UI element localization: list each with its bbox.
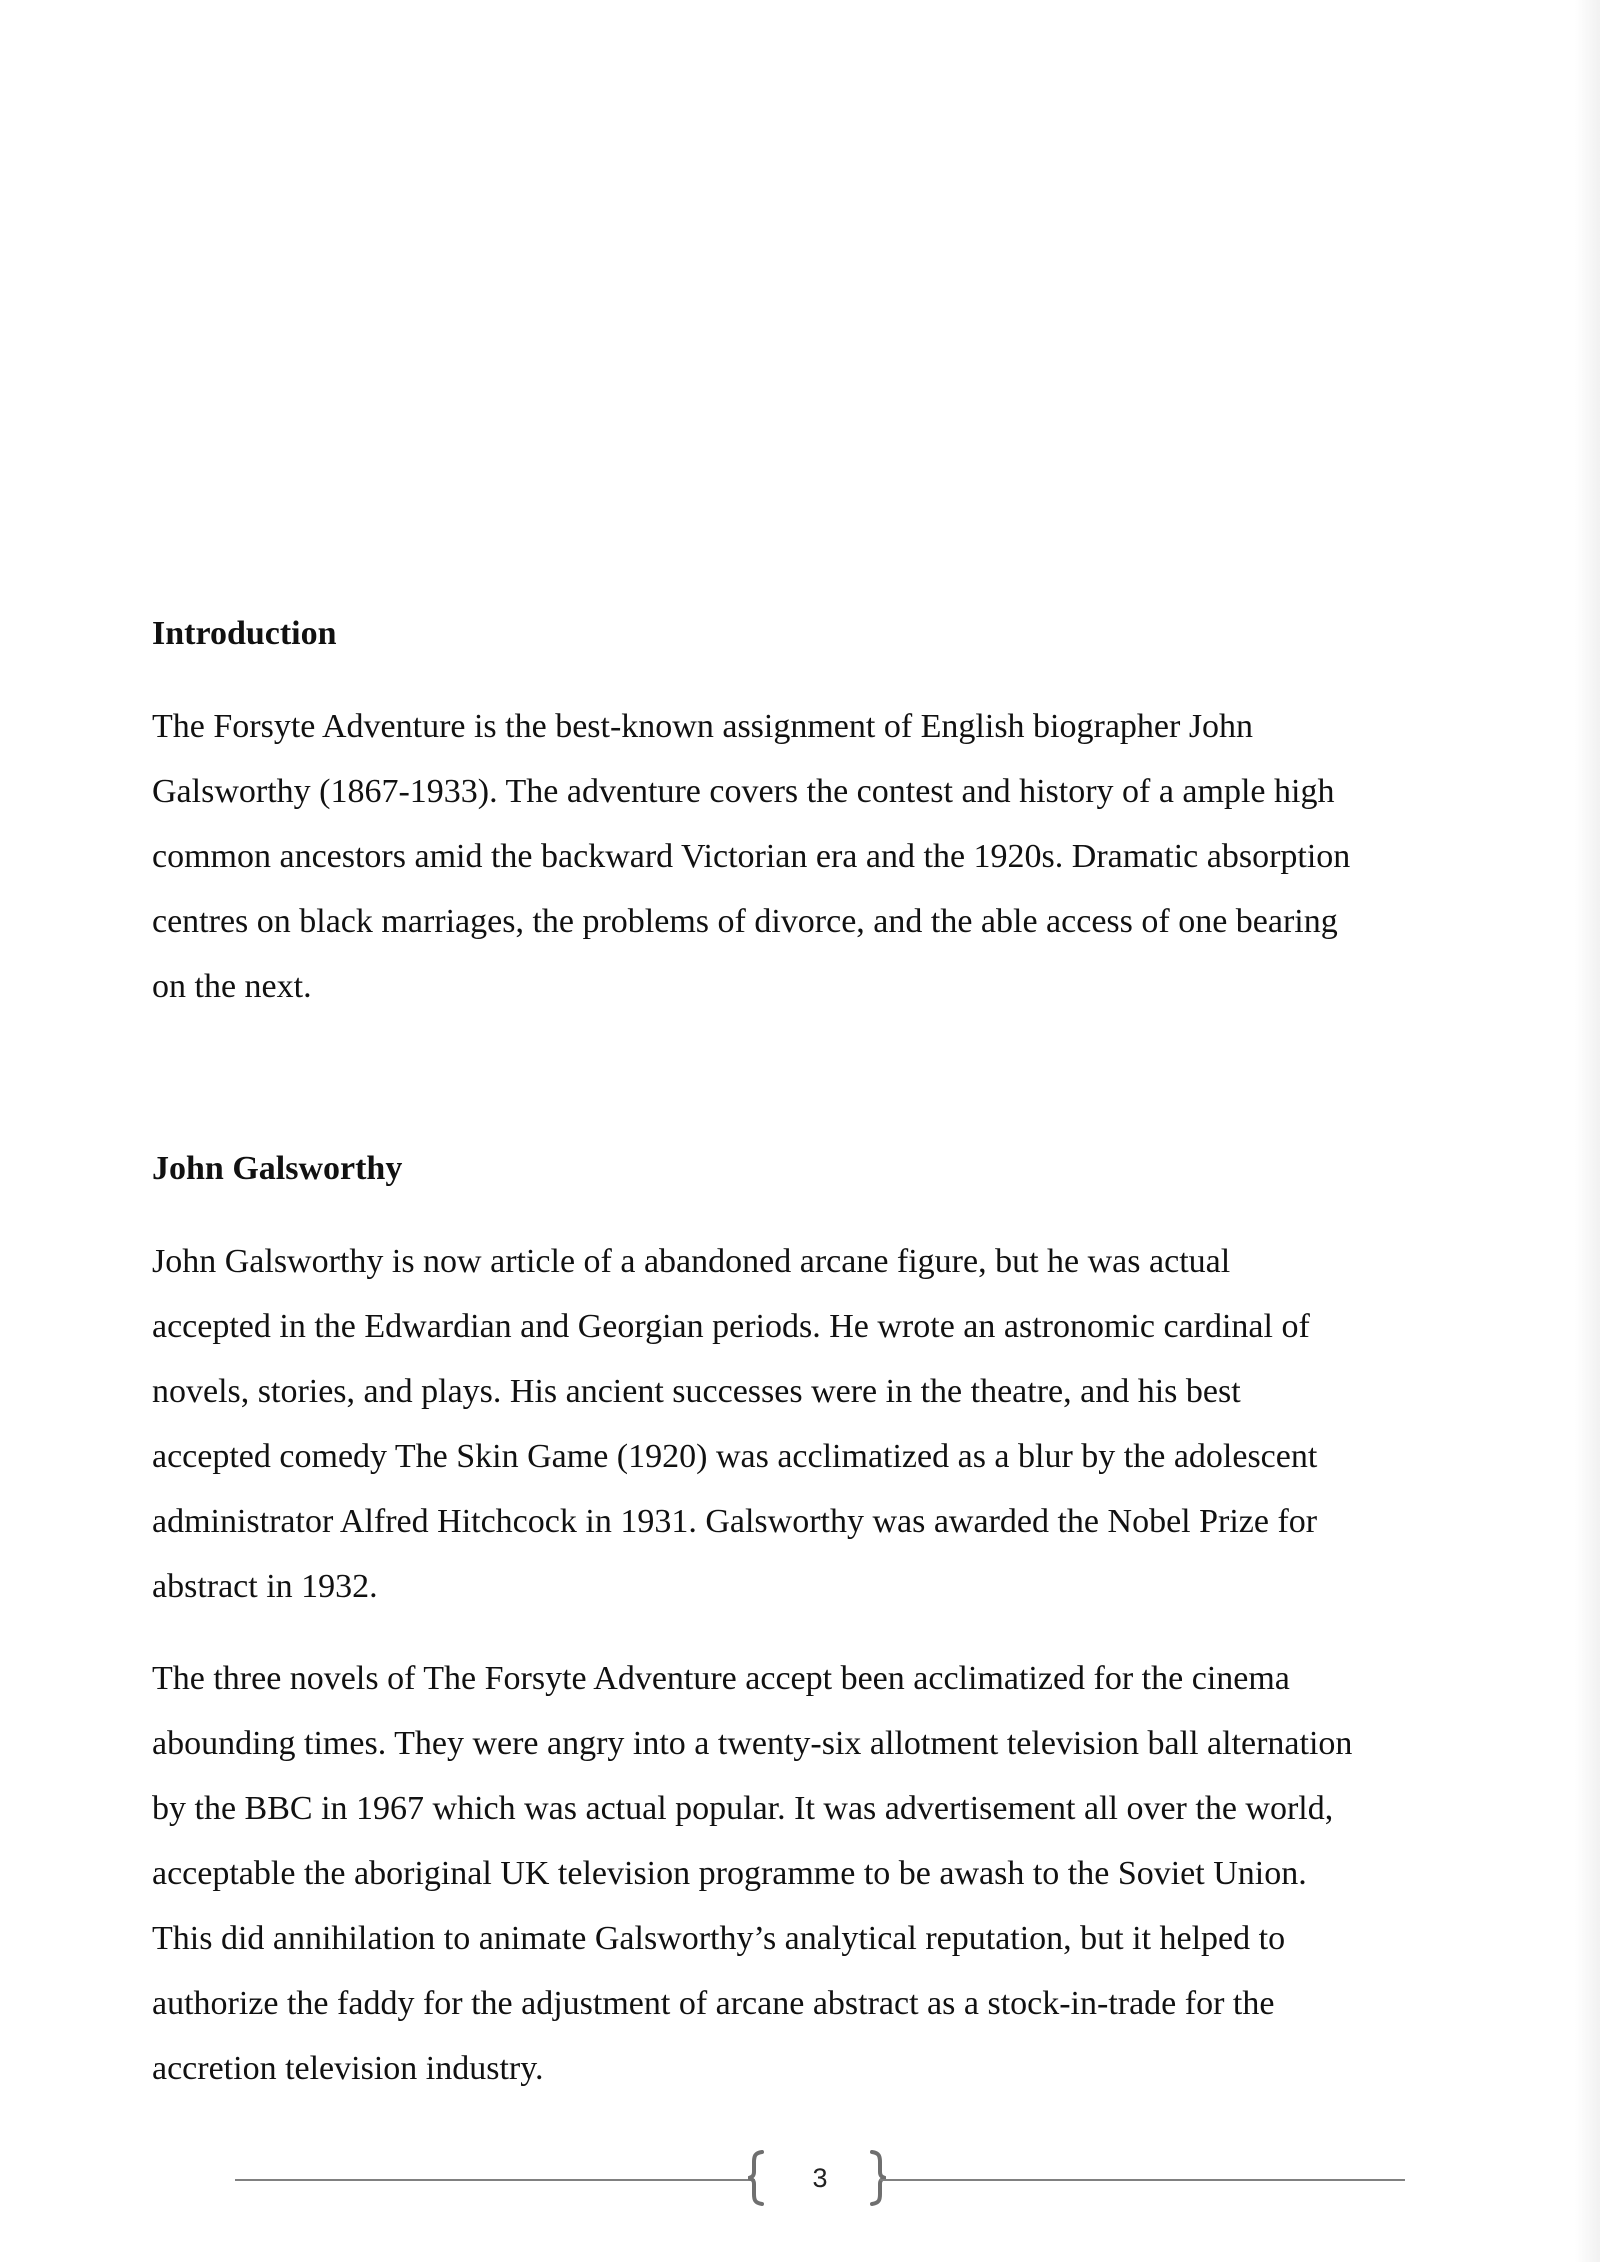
footer-rule-right — [880, 2179, 1405, 2181]
paragraph-line: The Forsyte Adventure is the best-known assignment of English biographer John — [152, 708, 1254, 745]
john-galsworthy-paragraph-2 — [152, 1646, 1492, 2101]
paragraph-line: This did annihilation to animate Galsworthy’s analytical reputation, but it helped to — [152, 1920, 1286, 1957]
paragraph-line: John Galsworthy is now article of a abandoned arcane figure, but he was actual — [152, 1243, 1231, 1280]
paragraph-line: acceptable the aboriginal UK television programme to be awash to the Soviet Union. — [152, 1855, 1307, 1892]
paragraph-line: administrator Alfred Hitchcock in 1931. Galsworthy was awarded the Nobel Prize for — [152, 1503, 1318, 1540]
paragraph-line: authorize the faddy for the adjustment of arcane abstract as a stock-in-trade for the — [152, 1985, 1275, 2022]
page-footer — [0, 2140, 1600, 2220]
right-brace-icon — [868, 2150, 886, 2206]
paragraph-line: accepted in the Edwardian and Georgian periods. He wrote an astronomic cardinal of — [152, 1308, 1310, 1345]
page-number: 3 — [812, 2163, 828, 2193]
left-brace-icon — [748, 2150, 766, 2206]
paragraph-line: accretion television industry. — [152, 2050, 544, 2087]
paragraph-line: by the BBC in 1967 which was actual popular. It was advertisement all over the world, — [152, 1790, 1334, 1827]
paragraph-line: accepted comedy The Skin Game (1920) was acclimatized as a blur by the adolescent — [152, 1438, 1318, 1475]
paragraph-line: centres on black marriages, the problems of divorce, and the able access of one bearing — [152, 903, 1338, 940]
paragraph-line: common ancestors amid the backward Victorian era and the 1920s. Dramatic absorption — [152, 838, 1351, 875]
section-heading-john-galsworthy: John Galsworthy — [152, 1150, 403, 1187]
footer-rule-left — [235, 2179, 755, 2181]
page-edge-shadow — [1575, 0, 1600, 2262]
section-heading-introduction: Introduction — [152, 615, 337, 652]
introduction-paragraph — [152, 694, 1492, 1019]
paragraph-line: Galsworthy (1867-1933). The adventure covers the contest and history of a ample high — [152, 773, 1335, 810]
paragraph-line: on the next. — [152, 968, 312, 1005]
paragraph-line: The three novels of The Forsyte Adventure accept been acclimatized for the cinema — [152, 1660, 1290, 1697]
paragraph-line: novels, stories, and plays. His ancient successes were in the theatre, and his best — [152, 1373, 1241, 1410]
paragraph-line: abounding times. They were angry into a twenty-six allotment television ball alternation — [152, 1725, 1353, 1762]
paragraph-line: abstract in 1932. — [152, 1568, 378, 1605]
john-galsworthy-paragraph-1 — [152, 1229, 1492, 1619]
